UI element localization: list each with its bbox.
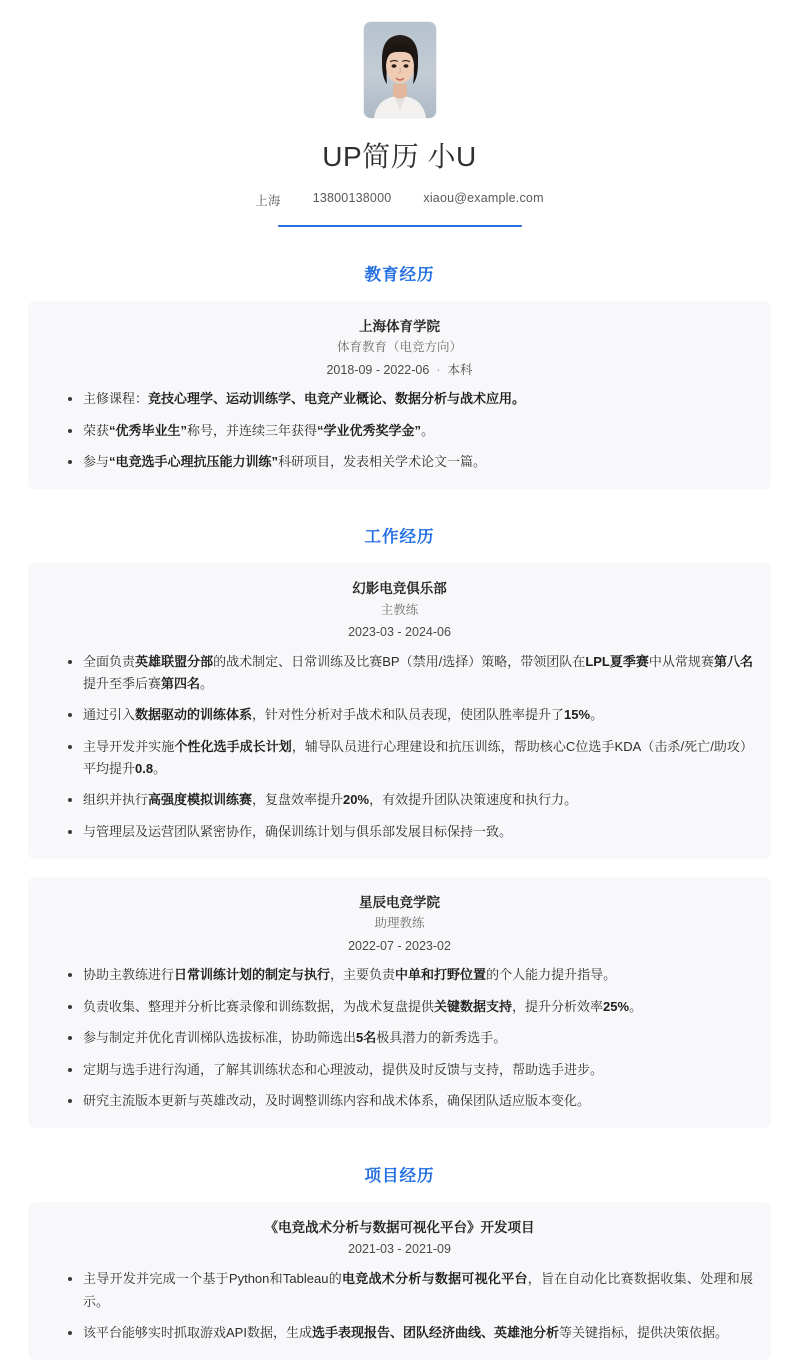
- bullet-text: 。: [590, 707, 604, 723]
- experience-card: [28, 563, 771, 859]
- entry-role: 主教练: [380, 602, 419, 617]
- bullet-item: [46, 1322, 753, 1344]
- bullet-emphasis: 关键数据支持: [434, 998, 513, 1014]
- bullet-emphasis: 日常训练计划的制定与执行: [174, 967, 331, 983]
- meta-separator: ·: [436, 362, 441, 377]
- portrait-photo-icon: [364, 22, 436, 118]
- entry-dates: [46, 1238, 753, 1262]
- bullet-list: [46, 651, 753, 844]
- entry-organization: 幻影电竞俱乐部: [352, 581, 447, 597]
- section-title: 教育经历: [364, 266, 435, 285]
- entry-header: [46, 579, 753, 644]
- bullet-emphasis: 英雄联盟分部: [135, 653, 214, 669]
- bullet-text: 等关键指标，提供决策依据。: [558, 1324, 728, 1340]
- bullet-text: 中从常规赛: [648, 653, 714, 669]
- bullet-emphasis: 0.8: [135, 761, 154, 777]
- contact-phone: 13800138000: [312, 190, 392, 205]
- bullet-text: 的个人能力提升指导。: [486, 967, 617, 983]
- entry-organization: 星辰电竞学院: [359, 895, 440, 911]
- bullet-item: [46, 789, 753, 811]
- bullet-list: [46, 388, 753, 473]
- contact-location: 上海: [255, 193, 281, 208]
- entry-organization: 《电竞战术分析与数据可视化平台》开发项目: [264, 1220, 535, 1236]
- bullet-text: 主修课程：: [83, 391, 149, 407]
- bullet-text: ，针对性分析对手战术和队员表现，使团队胜率提升了: [252, 707, 565, 723]
- resume-sections: [0, 261, 799, 1360]
- bullet-item: [46, 1268, 753, 1313]
- bullet-text: 主导开发并实施: [83, 738, 175, 754]
- bullet-text: 组织并执行: [83, 792, 149, 808]
- photo-container: [0, 22, 799, 118]
- bullet-emphasis: 第八名: [713, 653, 753, 669]
- bullet-text: 全面负责: [83, 653, 136, 669]
- entry-date-range: 2018-09 - 2022-06: [326, 362, 430, 377]
- bullet-text: 该平台能够实时抓取游戏API数据，生成: [83, 1324, 312, 1340]
- experience-card: [28, 877, 771, 1128]
- entry-organization: 上海体育学院: [359, 319, 440, 335]
- bullet-text: 定期与选手进行沟通，了解其训练状态和心理波动，提供及时反馈与支持，帮助选手进步。: [83, 1061, 604, 1077]
- avatar: [364, 22, 436, 118]
- bullet-emphasis: 第四名: [161, 676, 201, 692]
- contact-email: xiaou@example.com: [423, 190, 544, 205]
- bullet-text: 与管理层及运营团队紧密协作，确保训练计划与俱乐部发展目标保持一致。: [83, 823, 513, 839]
- bullet-item: [46, 420, 753, 442]
- bullet-text: 的战术制定、日常训练及比赛BP（禁用/选择）策略，带领团队在: [213, 653, 586, 669]
- resume-section: [0, 261, 799, 489]
- entry-role: 体育教育（电竞方向）: [336, 340, 462, 355]
- bullet-text: 极具潜力的新秀选手。: [376, 1030, 507, 1046]
- entry-dates: [46, 935, 753, 959]
- bullet-text: ，主要负责: [330, 967, 396, 983]
- bullet-emphasis: 15%: [564, 707, 591, 723]
- bullet-emphasis: “学业优秀奖学金”: [317, 422, 422, 438]
- entry-dates: [46, 359, 753, 383]
- bullet-item: [46, 964, 753, 986]
- bullet-emphasis: 竞技心理学、运动训练学、电竞产业概论、数据分析与战术应用。: [148, 391, 526, 407]
- bullet-item: [46, 704, 753, 726]
- bullet-text: 。: [153, 761, 167, 777]
- bullet-text: 科研项目，发表相关学术论文一篇。: [278, 454, 487, 470]
- entry-date-range: 2021-03 - 2021-09: [348, 1242, 451, 1257]
- bullet-text: 称号，并连续三年获得: [187, 422, 318, 438]
- bullet-text: 负责收集、整理并分析比赛录像和训练数据，为战术复盘提供: [83, 998, 435, 1014]
- entry-header: [46, 317, 753, 382]
- bullet-item: [46, 451, 753, 473]
- bullet-text: ，旨在自动化比赛数据收集、处理和展示。: [83, 1271, 753, 1309]
- bullet-text: 协助主教练进行: [83, 967, 175, 983]
- bullet-emphasis: 5名: [356, 1030, 377, 1046]
- resume-header: [0, 0, 799, 227]
- entry-header: [46, 893, 753, 958]
- bullet-text: 荣获: [83, 422, 110, 438]
- bullet-item: [46, 651, 753, 696]
- bullet-emphasis: “电竞选手心理抗压能力训练”: [109, 454, 279, 470]
- bullet-text: ，复盘效率提升: [252, 792, 344, 808]
- entry-dates: [46, 621, 753, 645]
- bullet-emphasis: 选手表现报告、团队经济曲线、英雄池分析: [311, 1324, 559, 1340]
- bullet-emphasis: “优秀毕业生”: [109, 422, 188, 438]
- bullet-emphasis: LPL夏季赛: [585, 653, 649, 669]
- bullet-text: 。: [629, 998, 643, 1014]
- bullet-text: ，提升分析效率: [512, 998, 604, 1014]
- bullet-item: [46, 821, 753, 843]
- bullet-text: 通过引入: [83, 707, 136, 723]
- bullet-emphasis: 电竞战术分析与数据可视化平台: [342, 1271, 528, 1287]
- bullet-list: [46, 1268, 753, 1344]
- bullet-item: [46, 1027, 753, 1049]
- resume-section: [0, 1162, 799, 1360]
- section-title: 工作经历: [364, 528, 435, 547]
- bullet-text: 研究主流版本更新与英雄改动，及时调整训练内容和战术体系，确保团队适应版本变化。: [83, 1092, 591, 1108]
- bullet-text: 。: [200, 676, 214, 692]
- entry-date-range: 2023-03 - 2024-06: [348, 624, 451, 639]
- bullet-emphasis: 中单和打野位置: [395, 967, 487, 983]
- bullet-emphasis: 25%: [603, 998, 630, 1014]
- entry-date-range: 2022-07 - 2023-02: [348, 938, 451, 953]
- header-divider: [278, 225, 522, 228]
- bullet-item: [46, 388, 753, 410]
- bullet-item: [46, 996, 753, 1018]
- bullet-item: [46, 736, 753, 781]
- bullet-item: [46, 1090, 753, 1112]
- bullet-text: ，有效提升团队决策速度和执行力。: [369, 792, 578, 808]
- experience-card: [28, 1202, 771, 1360]
- entry-header: [46, 1218, 753, 1262]
- bullet-list: [46, 964, 753, 1112]
- bullet-emphasis: 高强度模拟训练赛: [148, 792, 253, 808]
- page-title: UP简历 小U: [322, 141, 477, 172]
- bullet-emphasis: 20%: [343, 792, 370, 808]
- bullet-text: 参与制定并优化青训梯队选拔标准，协助筛选出: [83, 1030, 357, 1046]
- entry-degree: 本科: [447, 362, 473, 377]
- bullet-text: 主导开发并完成一个基于Python和Tableau的: [83, 1271, 342, 1287]
- bullet-item: [46, 1059, 753, 1081]
- resume-section: [0, 523, 799, 1128]
- bullet-text: 提升至季后赛: [83, 676, 162, 692]
- bullet-emphasis: 数据驱动的训练体系: [135, 707, 253, 723]
- bullet-text: ，辅导队员进行心理建设和抗压训练，帮助核心C位选手KDA（击杀/死亡/助攻）平均提升: [83, 738, 753, 777]
- bullet-text: 参与: [83, 454, 110, 470]
- section-title: 项目经历: [364, 1167, 435, 1186]
- bullet-text: 。: [421, 422, 435, 438]
- entry-role: 助理教练: [374, 916, 425, 931]
- experience-card: [28, 301, 771, 489]
- bullet-emphasis: 个性化选手成长计划: [174, 738, 292, 754]
- contact-info: [0, 191, 799, 209]
